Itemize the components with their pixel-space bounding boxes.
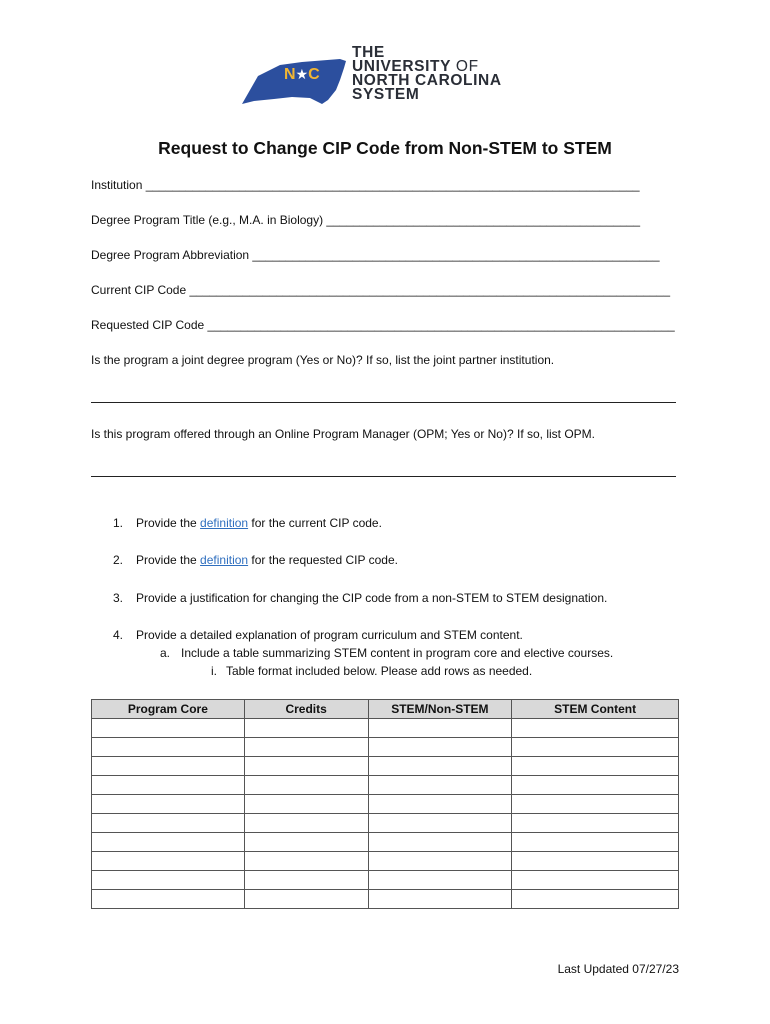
table-cell[interactable]	[368, 871, 512, 890]
definition-link-requested[interactable]: definition	[200, 553, 249, 567]
table-cell[interactable]	[512, 757, 679, 776]
table-row	[92, 852, 679, 871]
table-cell[interactable]	[512, 795, 679, 814]
table-cell[interactable]	[368, 814, 512, 833]
stem-content-table	[91, 699, 679, 909]
column-header-stem-content: STEM Content	[512, 700, 679, 719]
table-row	[92, 757, 679, 776]
joint-degree-question: Is the program a joint degree program (Yes or No)? If so, list the joint partner institution.	[91, 353, 555, 367]
sub-item-a-number: a.	[160, 646, 171, 660]
table-cell[interactable]	[92, 833, 245, 852]
table-cell[interactable]	[244, 738, 368, 757]
last-updated-text: Last Updated 07/27/23	[557, 962, 679, 976]
definition-link-current[interactable]: definition	[200, 516, 249, 530]
list-number-4: 4.	[113, 628, 124, 642]
table-cell[interactable]	[244, 719, 368, 738]
logo-line-3: NORTH CAROLINA	[352, 72, 502, 89]
table-cell[interactable]	[244, 890, 368, 909]
current-cip-field[interactable]: Current CIP Code ________________________________________________________________________	[91, 283, 671, 297]
list-number-1: 1.	[113, 516, 124, 530]
list-item-2: Provide the definition for the requested CIP code.	[136, 553, 398, 567]
logo-wordmark	[352, 46, 502, 102]
sub-item-a: Include a table summarizing STEM content in program core and elective courses.	[181, 646, 614, 660]
column-header-credits: Credits	[244, 700, 368, 719]
list-number-2: 2.	[113, 553, 124, 567]
list-item-3: Provide a justification for changing the CIP code from a non-STEM to STEM designation.	[136, 591, 608, 605]
table-cell[interactable]	[92, 852, 245, 871]
table-cell[interactable]	[244, 852, 368, 871]
table-cell[interactable]	[92, 890, 245, 909]
list-item-1: Provide the definition for the current CIP code.	[136, 516, 382, 530]
table-cell[interactable]	[244, 814, 368, 833]
logo-badge-n: N	[284, 66, 296, 83]
table-cell[interactable]	[512, 738, 679, 757]
column-header-program-core: Program Core	[92, 700, 245, 719]
joint-degree-answer-line[interactable]	[91, 402, 676, 403]
page-title: Request to Change CIP Code from Non-STEM to STEM	[158, 138, 612, 158]
table-row	[92, 833, 679, 852]
table-cell[interactable]	[512, 814, 679, 833]
table-row	[92, 738, 679, 757]
logo-badge-c: C	[308, 66, 320, 83]
abbreviation-field[interactable]: Degree Program Abbreviation _____________________________________________________________	[91, 248, 660, 262]
table-cell[interactable]	[368, 719, 512, 738]
table-cell[interactable]	[92, 757, 245, 776]
logo-badge	[284, 66, 320, 84]
table-row	[92, 890, 679, 909]
table-cell[interactable]	[244, 776, 368, 795]
table-cell[interactable]	[244, 757, 368, 776]
table-row	[92, 719, 679, 738]
column-header-stem-non-stem: STEM/Non-STEM	[368, 700, 512, 719]
table-cell[interactable]	[368, 890, 512, 909]
institution-field[interactable]: Institution __________________________________________________________________________	[91, 178, 640, 192]
list-item-4: Provide a detailed explanation of program curriculum and STEM content.	[136, 628, 523, 642]
table-cell[interactable]	[92, 738, 245, 757]
degree-title-field[interactable]: Degree Program Title (e.g., M.A. in Biology) _______________________________________________	[91, 213, 641, 227]
table-header-row	[92, 700, 679, 719]
list-number-3: 3.	[113, 591, 124, 605]
table-cell[interactable]	[92, 795, 245, 814]
sub-item-i: Table format included below. Please add rows as needed.	[226, 664, 533, 678]
table-cell[interactable]	[92, 814, 245, 833]
table-cell[interactable]	[92, 719, 245, 738]
table-cell[interactable]	[368, 757, 512, 776]
table-cell[interactable]	[512, 776, 679, 795]
table-cell[interactable]	[512, 890, 679, 909]
logo-line-1: THE	[352, 44, 385, 61]
opm-answer-line[interactable]	[91, 476, 676, 477]
table-cell[interactable]	[368, 776, 512, 795]
table-row	[92, 871, 679, 890]
table-cell[interactable]	[512, 871, 679, 890]
table-cell[interactable]	[512, 833, 679, 852]
table-cell[interactable]	[92, 871, 245, 890]
table-cell[interactable]	[512, 719, 679, 738]
sub-item-i-number: i.	[211, 664, 217, 678]
opm-question: Is this program offered through an Online Program Manager (OPM; Yes or No)? If so, list OPM.	[91, 427, 595, 441]
logo-line-4: SYSTEM	[352, 86, 420, 103]
table-cell[interactable]	[368, 852, 512, 871]
table-cell[interactable]	[244, 795, 368, 814]
table-row	[92, 776, 679, 795]
logo-line-2: UNIVERSITY OF	[352, 58, 479, 75]
table-row	[92, 814, 679, 833]
star-icon: ★	[295, 66, 309, 82]
table-cell[interactable]	[368, 795, 512, 814]
table-cell[interactable]	[244, 833, 368, 852]
table-body	[92, 719, 679, 909]
requested-cip-field[interactable]: Requested CIP Code ______________________________________________________________________	[91, 318, 675, 332]
table-row	[92, 795, 679, 814]
table-cell[interactable]	[512, 852, 679, 871]
table-cell[interactable]	[368, 833, 512, 852]
table-cell[interactable]	[244, 871, 368, 890]
table-cell[interactable]	[92, 776, 245, 795]
table-cell[interactable]	[368, 738, 512, 757]
